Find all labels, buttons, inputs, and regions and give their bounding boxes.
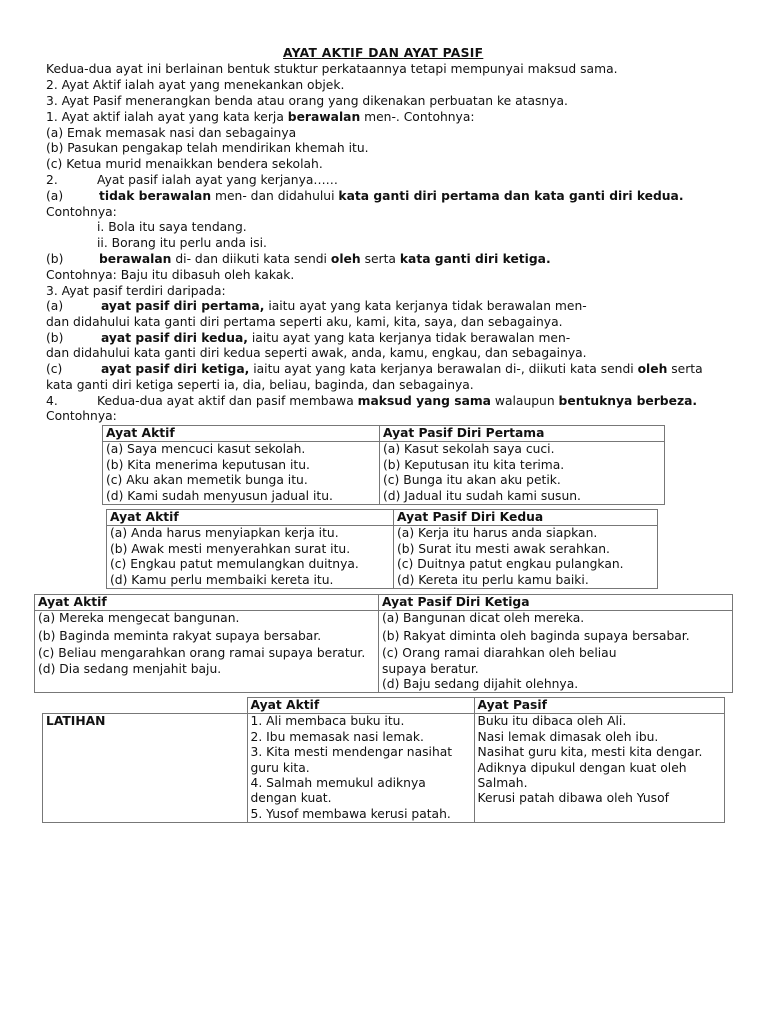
table-row: [43, 714, 725, 823]
intro-text: Kedua-dua ayat ini berlainan bentuk stuktur perkataannya tetapi mempunyai maksud sama.: [46, 62, 618, 76]
point2a-label: (a): [46, 189, 64, 203]
sentence-aktif: (d) Kamu perlu membaiki kereta itu.: [110, 572, 334, 587]
point3b-bold: ayat pasif diri kedua,: [101, 331, 248, 345]
latihan-label: LATIHAN: [43, 714, 248, 823]
sentence-aktif: (b) Baginda meminta rakyat supaya bersabar.: [38, 628, 322, 643]
sentence-pasif: (b) Keputusan itu kita terima.: [383, 457, 565, 472]
point3b-body: iaitu ayat yang kata kerjanya tidak berawalan men-: [247, 331, 571, 345]
exercise-pasif: Salmah.: [477, 776, 528, 791]
sentence-aktif: (a) Mereka mengecat bangunan.: [38, 611, 240, 626]
page-title: AYAT AKTIF DAN AYAT PASIF: [283, 46, 484, 60]
exercise-aktif: dengan kuat.: [250, 791, 332, 806]
table-header-aktif: Ayat Aktif: [103, 426, 380, 442]
table-row: [107, 526, 658, 589]
table-header-aktif: Ayat Aktif: [35, 595, 379, 611]
point2a-example-1: i. Bola itu saya tendang.: [97, 220, 247, 234]
point2b-label: (b): [46, 252, 64, 266]
point3a-label: (a): [46, 299, 64, 313]
point3c-text: [101, 362, 703, 378]
sentence-pasif: (b) Surat itu mesti awak serahkan.: [397, 541, 610, 556]
point1-bold: berawalan: [287, 110, 361, 124]
table-header-row: [103, 426, 665, 442]
point2b-text-2: serta: [360, 252, 400, 266]
sentence-aktif: (b) Awak mesti menyerahkan surat itu.: [110, 541, 351, 556]
point3b-label: (b): [46, 331, 64, 345]
point2b-text: [99, 252, 551, 268]
exercise-aktif: 3. Kita mesti mendengar nasihat: [250, 745, 453, 760]
point3a-continuation: dan didahului kata ganti diri pertama seperti aku, kami, kita, saya, dan sebagainya.: [46, 315, 563, 329]
point2b-contoh: Contohnya: Baju itu dibasuh oleh kakak.: [46, 268, 295, 282]
sentence-aktif: (c) Engkau patut memulangkan duitnya.: [110, 557, 359, 572]
point1-heading: [46, 110, 475, 126]
point3-heading: 3. Ayat pasif terdiri daripada:: [46, 284, 226, 298]
exercise-pasif: Kerusi patah dibawa oleh Yusof: [477, 791, 669, 806]
point3b-text: [101, 331, 570, 347]
table-header-row: [107, 510, 658, 526]
point3c-bold-2: oleh: [637, 362, 668, 376]
point2-text: Ayat pasif ialah ayat yang kerjanya……: [97, 173, 338, 187]
point4-text: [97, 394, 697, 410]
table-cell-aktif: [107, 526, 394, 589]
sentence-pasif: (d) Jadual itu sudah kami susun.: [383, 488, 581, 503]
point4-bold-2: bentuknya berbeza.: [558, 394, 698, 408]
table-cell-pasif: [380, 442, 665, 505]
sentence-pasif: (a) Bangunan dicat oleh mereka.: [382, 611, 585, 626]
table-cell-pasif: [379, 611, 733, 693]
point3a-body: iaitu ayat yang kata kerjanya tidak berawalan men-: [264, 299, 587, 313]
sentence-aktif: (c) Beliau mengarahkan orang ramai supaya beratur.: [38, 646, 366, 661]
table-header-pasif: Ayat Pasif Diri Pertama: [380, 426, 665, 442]
latihan-header-aktif: Ayat Aktif: [247, 698, 474, 714]
point2a-text-1: men- dan didahului: [211, 189, 339, 203]
sentence-pasif: (d) Baju sedang dijahit olehnya.: [382, 677, 579, 692]
sentence-pasif: (a) Kerja itu harus anda siapkan.: [397, 526, 598, 541]
point2-number: 2.: [46, 173, 58, 187]
point4-contoh: Contohnya:: [46, 409, 117, 423]
exercise-pasif: Nasihat guru kita, mesti kita dengar.: [477, 745, 703, 760]
point4-bold-1: maksud yang sama: [357, 394, 491, 408]
sentence-aktif: (d) Kami sudah menyusun jadual itu.: [106, 488, 333, 503]
point3a-text: [101, 299, 587, 315]
table-header-row: [35, 595, 733, 611]
sentence-aktif: (c) Aku akan memetik bunga itu.: [106, 473, 308, 488]
point2a-bold-1: tidak berawalan: [99, 189, 212, 203]
table-header-row: [43, 698, 725, 714]
latihan-cell-pasif: [474, 714, 725, 823]
point2b-text-1: di- dan diikuti kata sendi: [171, 252, 331, 266]
sentence-aktif: (d) Dia sedang menjahit baju.: [38, 661, 222, 676]
latihan-cell-aktif: [247, 714, 474, 823]
table-diri-pertama: [102, 425, 665, 505]
point2b-bold-3: kata ganti diri ketiga.: [399, 252, 551, 266]
table-cell-pasif: [394, 526, 658, 589]
point2b-bold-2: oleh: [330, 252, 361, 266]
sentence-pasif: (c) Duitnya patut engkau pulangkan.: [397, 557, 624, 572]
point3c-label: (c): [46, 362, 63, 376]
point1-text: 1. Ayat aktif ialah ayat yang kata kerja: [46, 110, 288, 124]
point3b-continuation: dan didahului kata ganti diri kedua seperti awak, anda, kamu, engkau, dan sebagainya.: [46, 346, 587, 360]
table-cell-aktif: [103, 442, 380, 505]
sentence-pasif: (b) Rakyat diminta oleh baginda supaya bersabar.: [382, 628, 690, 643]
sentence-pasif: (c) Orang ramai diarahkan oleh beliau: [382, 646, 617, 661]
sentence-aktif: (a) Saya mencuci kasut sekolah.: [106, 442, 306, 457]
exercise-pasif: Buku itu dibaca oleh Ali.: [477, 714, 627, 729]
definition-aktif: 2. Ayat Aktif ialah ayat yang menekankan objek.: [46, 78, 345, 92]
table-diri-kedua: [106, 509, 658, 589]
table-latihan: [42, 697, 725, 823]
exercise-aktif: 5. Yusof membawa kerusi patah.: [250, 806, 451, 821]
table-header-pasif: Ayat Pasif Diri Kedua: [394, 510, 658, 526]
point4-text-1: Kedua-dua ayat aktif dan pasif membawa: [97, 394, 358, 408]
exercise-pasif: Nasi lemak dimasak oleh ibu.: [477, 729, 659, 744]
sentence-pasif: (a) Kasut sekolah saya cuci.: [383, 442, 555, 457]
table-diri-ketiga: [34, 594, 733, 693]
exercise-pasif: Adiknya dipukul dengan kuat oleh: [477, 760, 687, 775]
table-header-pasif: Ayat Pasif Diri Ketiga: [379, 595, 733, 611]
sentence-pasif: (d) Kereta itu perlu kamu baiki.: [397, 572, 589, 587]
point4-text-2: walaupun: [490, 394, 559, 408]
point2a-text: [99, 189, 684, 205]
table-header-aktif: Ayat Aktif: [107, 510, 394, 526]
point2a-example-2: ii. Borang itu perlu anda isi.: [97, 236, 267, 250]
exercise-aktif: 4. Salmah memukul adiknya: [250, 776, 426, 791]
sentence-pasif: supaya beratur.: [382, 661, 479, 676]
table-cell-aktif: [35, 611, 379, 693]
sentence-aktif: (b) Kita menerima keputusan itu.: [106, 457, 310, 472]
sentence-pasif: (c) Bunga itu akan aku petik.: [383, 473, 561, 488]
point1-example-a: (a) Emak memasak nasi dan sebagainya: [46, 126, 297, 140]
point2a-contoh: Contohnya:: [46, 205, 117, 219]
table-row: [35, 611, 733, 693]
latihan-corner-cell: [43, 698, 248, 714]
point3a-bold: ayat pasif diri pertama,: [101, 299, 265, 313]
latihan-header-pasif: Ayat Pasif: [474, 698, 725, 714]
point3c-continuation: kata ganti diri ketiga seperti ia, dia, beliau, baginda, dan sebagainya.: [46, 378, 474, 392]
point1-example-c: (c) Ketua murid menaikkan bendera sekolah.: [46, 157, 323, 171]
point4-number: 4.: [46, 394, 58, 408]
point1-text-end: men-. Contohnya:: [360, 110, 475, 124]
exercise-aktif: 1. Ali membaca buku itu.: [250, 714, 405, 729]
point2a-bold-2: kata ganti diri pertama dan kata ganti diri kedua.: [338, 189, 684, 203]
point3c-body-2: serta: [667, 362, 703, 376]
definition-pasif: 3. Ayat Pasif menerangkan benda atau orang yang dikenakan perbuatan ke atasnya.: [46, 94, 568, 108]
sentence-aktif: (a) Anda harus menyiapkan kerja itu.: [110, 526, 339, 541]
point2b-bold-1: berawalan: [99, 252, 172, 266]
point1-example-b: (b) Pasukan pengakap telah mendirikan khemah itu.: [46, 141, 369, 155]
point3c-body: iaitu ayat yang kata kerjanya berawalan di-, diikuti kata sendi: [249, 362, 638, 376]
exercise-aktif: guru kita.: [250, 760, 310, 775]
point3c-bold: ayat pasif diri ketiga,: [101, 362, 250, 376]
exercise-aktif: 2. Ibu memasak nasi lemak.: [250, 729, 424, 744]
table-row: [103, 442, 665, 505]
